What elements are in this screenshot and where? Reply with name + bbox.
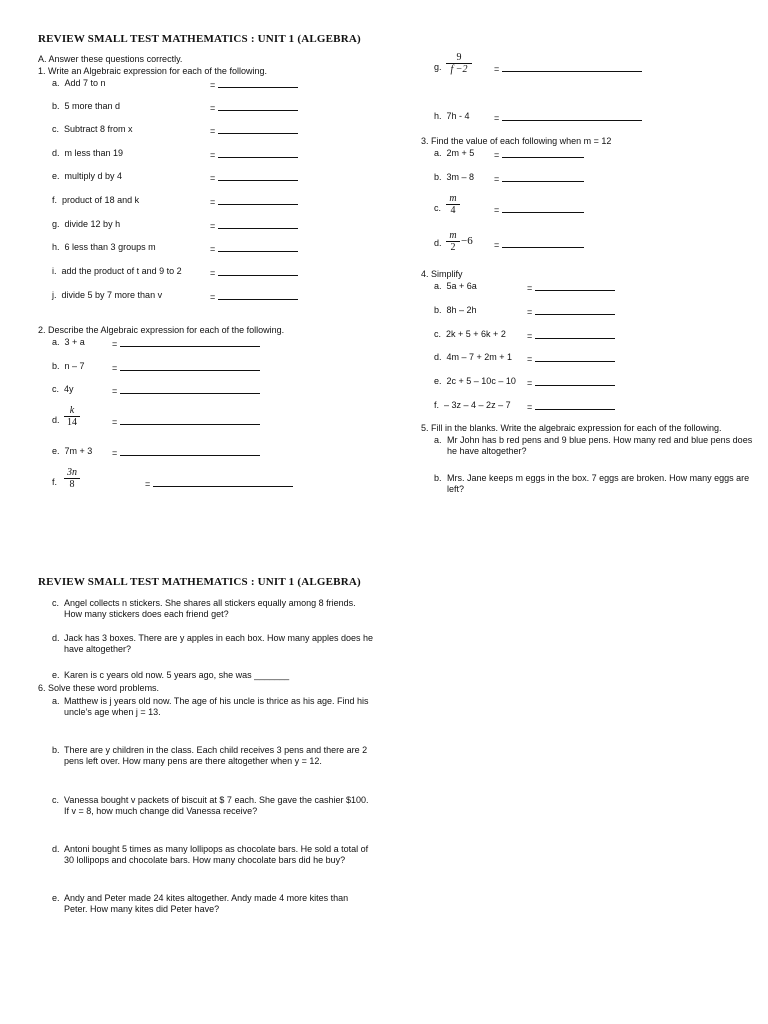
q2-heading: 2. Describe the Algebraic expression for each of the following. <box>38 325 285 335</box>
q5-e-text: Karen is c years old now. 5 years ago, she was _______ <box>64 670 290 680</box>
q1-item-e: e. multiply d by 4 <box>52 171 123 181</box>
q4-item-d: d. 4m – 7 + 2m + 1 <box>434 352 513 362</box>
q2-item-b: b. n – 7 <box>52 361 85 371</box>
q1-item-h-right-answer[interactable]: = <box>494 111 642 124</box>
q2-item-b-answer[interactable]: = <box>112 361 260 374</box>
q5-b-letter: b. <box>434 473 442 483</box>
q1-item-f-answer[interactable]: = <box>210 195 298 208</box>
q4-item-f: f. – 3z – 4 – 2z – 7 <box>434 400 511 410</box>
q1-item-e-answer[interactable]: = <box>210 171 298 184</box>
q5-c-text: Angel collects n stickers. She shares all stickers equally among 8 friends. How many stickers does each friend get? <box>64 598 356 619</box>
section-a-heading: A. Answer these questions correctly. <box>38 54 183 64</box>
q6-d-text: Antoni bought 5 times as many lollipops as chocolate bars. He sold a total of 30 lollipops and chocolate bars. How many chocolate bars did he buy? <box>64 844 369 865</box>
q1-item-f: f. product of 18 and k <box>52 195 140 205</box>
q3-item-d-fraction: m 2 <box>446 230 460 253</box>
q1-item-g-answer[interactable]: = <box>210 219 298 232</box>
q5-e-letter: e. <box>52 670 60 680</box>
q1-item-d-answer[interactable]: = <box>210 148 298 161</box>
q3-item-b: b. 3m – 8 <box>434 172 475 182</box>
q6-c-text: Vanessa bought v packets of biscuit at $ 7 each. She gave the cashier $100. If v = 8, how much change did Vanessa receive? <box>64 795 369 816</box>
q6-a-letter: a. <box>52 696 60 706</box>
q1-item-g-right-fraction: 9 f −2 <box>446 52 472 75</box>
q1-item-h-right: h. 7h - 4 <box>434 111 470 121</box>
page-title-2: REVIEW SMALL TEST MATHEMATICS : UNIT 1 (ALGEBRA) <box>38 576 361 588</box>
q2-item-f-fraction: 3n 8 <box>64 467 80 490</box>
q1-item-a-answer[interactable]: = <box>210 78 298 91</box>
q2-item-a: a. 3 + a <box>52 337 85 347</box>
q2-item-c-answer[interactable]: = <box>112 384 260 397</box>
q5-d-letter: d. <box>52 633 60 643</box>
q6-e-text: Andy and Peter made 24 kites altogether. Andy made 4 more kites than Peter. How many kites did Peter have? <box>64 893 349 914</box>
q5-a-text: Mr John has b red pens and 9 blue pens. How many red and blue pens does he have altogether? <box>447 435 753 456</box>
q3-item-a-answer[interactable]: = <box>494 148 584 161</box>
q1-item-b: b. 5 more than d <box>52 101 121 111</box>
q3-heading: 3. Find the value of each following when m = 12 <box>421 136 612 146</box>
q4-item-a-answer[interactable]: = <box>527 281 615 294</box>
q5-a-letter: a. <box>434 435 442 445</box>
q2-item-f-answer[interactable]: = <box>145 477 293 490</box>
q1-item-j-answer[interactable]: = <box>210 290 298 303</box>
q6-a-text: Matthew is j years old now. The age of his uncle is thrice as his age. Find his uncle’s age when j = 13. <box>64 696 369 717</box>
q1-item-j: j. divide 5 by 7 more than v <box>52 290 163 300</box>
q3-item-c-fraction: m 4 <box>446 193 460 216</box>
q1-item-g-right-letter: g. <box>434 62 442 72</box>
q4-item-a: a. 5a + 6a <box>434 281 477 291</box>
q5-d-text: Jack has 3 boxes. There are y apples in each box. How many apples does he have altogether? <box>64 633 374 654</box>
q1-item-b-answer[interactable]: = <box>210 101 298 114</box>
q1-item-c-answer[interactable]: = <box>210 124 298 137</box>
q4-item-e: e. 2c + 5 – 10c – 10 <box>434 376 516 386</box>
q6-d-letter: d. <box>52 844 60 854</box>
q1-item-i-answer[interactable]: = <box>210 266 298 279</box>
q1-item-c: c. Subtract 8 from x <box>52 124 133 134</box>
q3-item-b-answer[interactable]: = <box>494 172 584 185</box>
q1-item-h-answer[interactable]: = <box>210 242 298 255</box>
q1-item-d: d. m less than 19 <box>52 148 124 158</box>
q3-item-d-tail: −6 <box>461 235 473 247</box>
q5-heading: 5. Fill in the blanks. Write the algebraic expression for each of the following. <box>421 423 722 433</box>
q3-item-a: a. 2m + 5 <box>434 148 475 158</box>
q5-c-letter: c. <box>52 598 60 608</box>
q6-heading: 6. Solve these word problems. <box>38 683 160 693</box>
q3-item-d-letter: d. <box>434 238 442 248</box>
q4-item-b: b. 8h – 2h <box>434 305 477 315</box>
q2-item-e: e. 7m + 3 <box>52 446 93 456</box>
q4-item-b-answer[interactable]: = <box>527 305 615 318</box>
q5-b-text: Mrs. Jane keeps m eggs in the box. 7 eggs are broken. How many eggs are left? <box>447 473 750 494</box>
q2-item-d-answer[interactable]: = <box>112 415 260 428</box>
q6-e-letter: e. <box>52 893 60 903</box>
q6-c-letter: c. <box>52 795 60 805</box>
q1-item-g-right-answer[interactable]: = <box>494 62 642 75</box>
q1-item-h: h. 6 less than 3 groups m <box>52 242 156 252</box>
q4-item-e-answer[interactable]: = <box>527 376 615 389</box>
q2-item-a-answer[interactable]: = <box>112 337 260 350</box>
q2-item-d-letter: d. <box>52 415 60 425</box>
q3-item-c-letter: c. <box>434 203 442 213</box>
q2-item-d-fraction: k 14 <box>64 405 80 428</box>
q1-heading: 1. Write an Algebraic expression for each of the following. <box>38 66 267 76</box>
q1-item-i: i. add the product of t and 9 to 2 <box>52 266 182 276</box>
q3-item-d-answer[interactable]: = <box>494 238 584 251</box>
page-title: REVIEW SMALL TEST MATHEMATICS : UNIT 1 (ALGEBRA) <box>38 33 361 45</box>
q4-item-f-answer[interactable]: = <box>527 400 615 413</box>
q2-item-e-answer[interactable]: = <box>112 446 260 459</box>
q4-heading: 4. Simplify <box>421 269 463 279</box>
q4-item-d-answer[interactable]: = <box>527 352 615 365</box>
q6-b-text: There are y children in the class. Each child receives 3 pens and there are 2 pens left over. How many pens are there altogether when y = 12. <box>64 745 368 766</box>
q1-item-g: g. divide 12 by h <box>52 219 121 229</box>
q6-b-letter: b. <box>52 745 60 755</box>
q3-item-c-answer[interactable]: = <box>494 203 584 216</box>
q2-item-c: c. 4y <box>52 384 74 394</box>
q4-item-c: c. 2k + 5 + 6k + 2 <box>434 329 506 339</box>
q4-item-c-answer[interactable]: = <box>527 329 615 342</box>
q2-item-f-letter: f. <box>52 477 58 487</box>
q1-item-a: a. Add 7 to n <box>52 78 106 88</box>
